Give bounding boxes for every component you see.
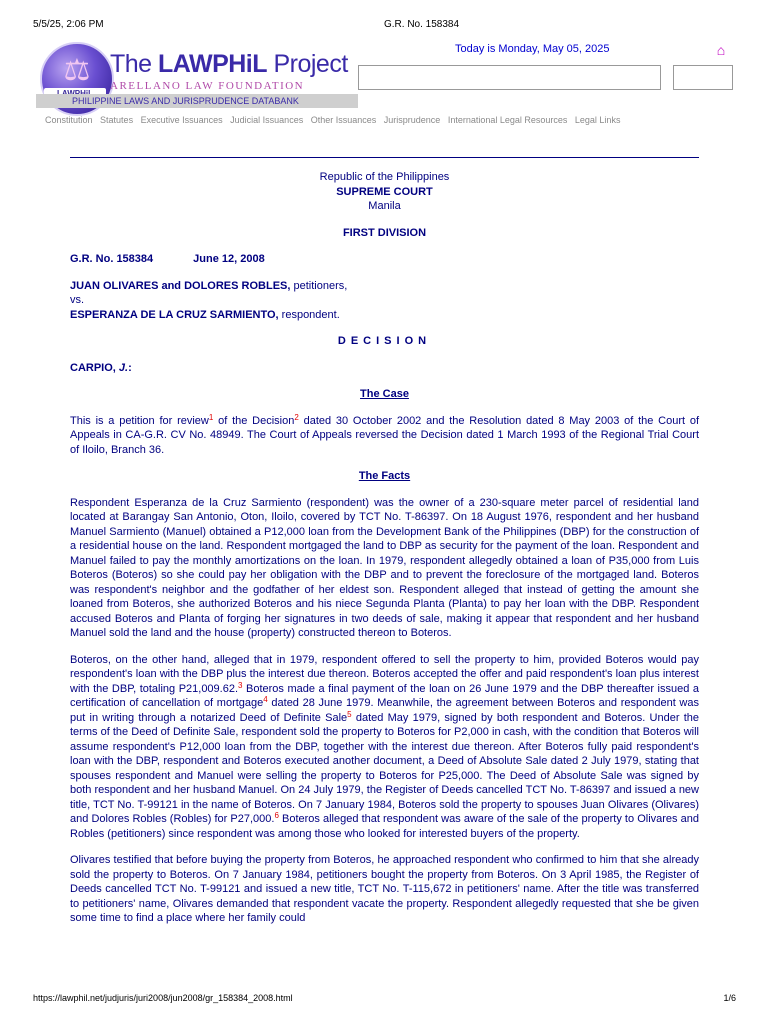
nav-international-legal-resources[interactable]: International Legal Resources (447, 115, 568, 125)
footnote-ref-3[interactable]: 3 (238, 680, 243, 690)
gr-number: G.R. No. 158384 (70, 253, 154, 265)
nav-constitution[interactable]: Constitution (45, 115, 93, 125)
nav-executive-issuances[interactable]: Executive Issuances (140, 115, 223, 125)
nav-jurisprudence[interactable]: Jurisprudence (383, 115, 441, 125)
print-page-number: 1/6 (723, 993, 736, 1003)
print-datetime: 5/5/25, 2:06 PM (33, 19, 104, 30)
court-city: Manila (368, 200, 401, 212)
facts-paragraph-1: Respondent Esperanza de la Cruz Sarmiento (respondent) was the owner of a 230-square meter parcel of residential land located at Barangay San Antonio, Oton, Iloilo, covered by TCT No. T-86397. On 18 August 1976, respondent and her husband Manuel Sarmiento (Manuel) obtained a P12,000 loan from the Development Bank of the Philippines (DBP) for the construction of a residential house on the land. Respondent mortgaged the land to DBP as security for the payment of the loan. Respondent and Manuel failed to pay the monthly amortizations on the loan. In 1979, respondent allegedly obtained a loan of P35,000 from Luis Boteros (Boteros) so she could pay her obligation with the DBP and to prevent the foreclosure of the mortgaged land. Boteros was respondent's neighbor and the godfather of her eldest son. Respondent alleged that instead of getting the amount she loaned from Boteros, she authorized Boteros and his niece Segunda Planta (Planta) to pay her loan with the DBP. Respondent accused Boteros and Planta of forging her signatures in two deeds of sale, making it appear that respondent and her husband Manuel sold the land and the house (property) constructed thereon to Boteros. (70, 496, 699, 639)
ponente-title: J. (118, 361, 129, 374)
search-button[interactable] (673, 65, 733, 90)
versus: vs. (70, 294, 85, 306)
facts-paragraph-3: Olivares testified that before buying the property from Boteros, he approached respondent who confirmed to him that she already sold the property to Boteros. On 7 January 1984, petitioners bought the property from Boteros. On 3 April 1985, the Register of Deeds cancelled TCT No. T-99121 and issued a new title, TCT No. T-115,672 in petitioners' name. After the title was transferred to petitioners' name, Olivares demanded that respondent vacate the property. Respondent allegedly requested that she be given some time to find a place where her family could (70, 854, 699, 924)
case-heading: The Case (360, 388, 409, 400)
facts2-text-3: dated 28 June 1979. Meanwhile, the agreement between Boteros and respondent was put in writing through a notarized Deed of Definite Sale (70, 697, 699, 724)
case-paragraph (70, 414, 699, 458)
search-input[interactable] (358, 65, 661, 90)
ponente-name: CARPIO, (70, 361, 119, 374)
facts2-text-2: Boteros made a final payment of the loan on 26 June 1979 and the DBP thereafter issued a certification of cancellation of mortgage (70, 682, 700, 709)
print-doc-title: G.R. No. 158384 (384, 19, 460, 30)
main-nav (45, 115, 625, 125)
foundation-name: ARELLANO LAW FOUNDATION (110, 80, 305, 92)
ponente (70, 361, 699, 376)
nav-legal-links[interactable]: Legal Links (574, 115, 621, 125)
facts2-text-5: Boteros alleged that respondent was aware of the sale of the property to Olivares and Robles (petitioners) since respondent was among those who looked for interested buyers of the property. (70, 813, 699, 840)
respondent-role: respondent. (278, 308, 340, 321)
facts-heading: The Facts (358, 470, 411, 482)
nav-statutes[interactable]: Statutes (100, 115, 134, 125)
case-text-1: This is a petition for review (70, 414, 209, 427)
ponente-colon: : (128, 361, 132, 374)
print-footer (0, 993, 768, 1013)
scales-of-justice-icon: ⚖ (63, 54, 91, 87)
republic-line: Republic of the Philippines (319, 171, 450, 183)
petitioners-line (70, 279, 699, 294)
footnote-ref-1[interactable]: 1 (208, 412, 214, 422)
division: FIRST DIVISION (342, 226, 427, 239)
respondent-line (70, 308, 699, 323)
brand-prefix: The (110, 50, 159, 78)
facts-paragraph-2 (70, 653, 699, 842)
home-icon[interactable]: ⌂ (716, 42, 726, 58)
decision-heading: DECISION (337, 335, 432, 347)
footnote-ref-2[interactable]: 2 (294, 412, 299, 422)
today-date: Today is Monday, May 05, 2025 (455, 43, 610, 55)
case-text-2: of the Decision (213, 414, 295, 427)
databank-banner: PHILIPPINE LAWS AND JURISPRUDENCE DATABANK (36, 94, 358, 108)
footnote-ref-4[interactable]: 4 (263, 695, 268, 704)
brand-name: LAWPHiL (158, 50, 268, 78)
case-text-3: dated 30 October 2002 and the Resolution dated 8 May 2003 of the Court of Appeals in CA-G.R. CV No. 48949. The Court of Appeals reversed the Decision dated 1 March 1993 of the Regional Trial Court of Iloilo, Branch 36. (70, 414, 699, 456)
footnote-ref-6[interactable]: 6 (274, 811, 279, 820)
brand-suffix: Project (267, 50, 348, 78)
footnote-ref-5[interactable]: 5 (347, 709, 352, 719)
facts2-text-4: dated May 1979, signed by both respondent and Boteros. Under the terms of the Deed of Definite Sale, respondent sold the property to Boteros for P2,000 in cash, with the condition that Boteros will assume respondent's P12,000 loan from the DBP, together with the interest due thereon. After Boteros fully paid respondent's loan with the DBP, respondent and Boteros executed another document, a Deed of Absolute Sale dated 2 July 1979, stating that spouses respondent and Manuel were selling the property to Boteros for P25,000. The Deed of Absolute Sale was signed by both respondent and her husband Manuel. On 24 July 1979, the Register of Deeds cancelled TCT No. T-86397 and issued a new title, TCT No. T-99121 in the name of Boteros. On 7 January 1984, Boteros sold the property to spouses Juan Olivares (Olivares) and Dolores Robles (Robles) for P27,000. (70, 711, 699, 825)
print-url: https://lawphil.net/judjuris/juri2008/jun2008/gr_158384_2008.html (33, 993, 293, 1003)
nav-other-issuances[interactable]: Other Issuances (310, 115, 377, 125)
nav-judicial-issuances[interactable]: Judicial Issuances (230, 115, 304, 125)
petitioners-role: petitioners, (290, 279, 348, 292)
decision-date: June 12, 2008 (193, 253, 265, 265)
facts2-text-1: Boteros, on the other hand, alleged that in 1979, respondent offered to sell the property to him, provided Boteros would pay respondent's loan with the DBP plus the interest due thereon. Boteros accepted the offer and paid respondent's loan plus interest with the DBP, totaling P21,009.62. (70, 653, 699, 695)
petitioners-names: JUAN OLIVARES and DOLORES ROBLES, (70, 279, 291, 292)
respondent-name: ESPERANZA DE LA CRUZ SARMIENTO, (70, 308, 279, 321)
case-number-line (70, 252, 699, 267)
brand-title[interactable] (110, 50, 348, 79)
header-divider (70, 157, 699, 158)
decision-document (70, 170, 699, 926)
print-header (0, 0, 768, 30)
court-name: SUPREME COURT (336, 185, 433, 198)
